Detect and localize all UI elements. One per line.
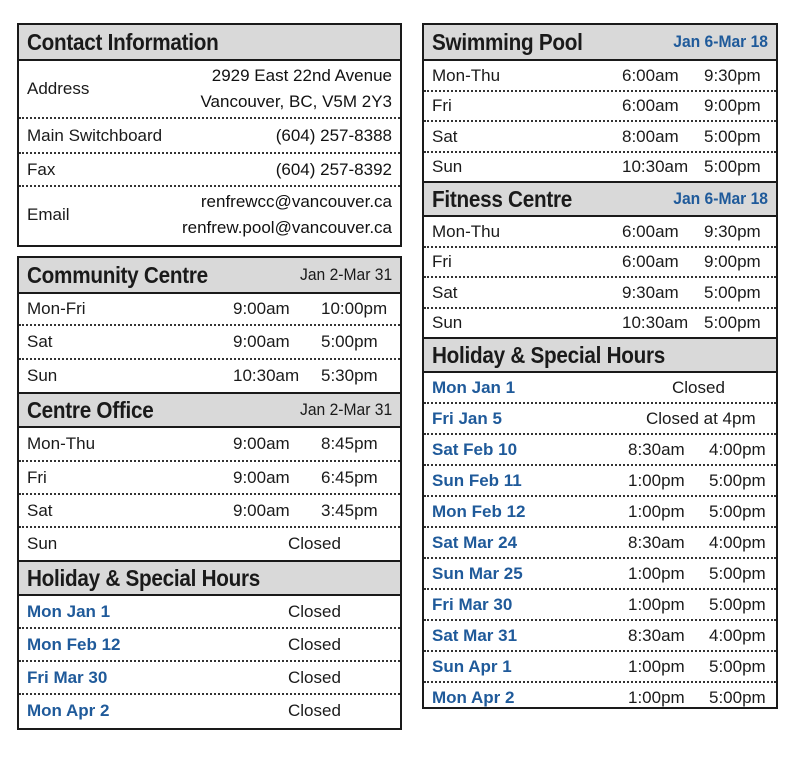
- open-time: 6:00am: [622, 65, 679, 85]
- open-time: 9:00am: [233, 299, 290, 318]
- office-row-2: [19, 495, 400, 528]
- fitness-row-0: [424, 217, 776, 248]
- community-centre-title: Community Centre: [27, 261, 208, 288]
- close-time: 9:30pm: [704, 65, 761, 85]
- close-time: 9:30pm: [704, 221, 761, 241]
- fitness-row-2: [424, 278, 776, 309]
- day-label: Mon-Thu: [27, 434, 96, 453]
- closed-label: Closed: [288, 667, 341, 687]
- holiday-date: Sat Mar 24: [432, 532, 518, 552]
- office-row-0: [19, 428, 400, 462]
- holiday-right-header: [424, 337, 776, 373]
- holiday-date: Fri Jan 5: [432, 408, 502, 428]
- day-label: Mon-Thu: [432, 65, 501, 85]
- day-label: Sat: [432, 282, 458, 302]
- open-time: 1:00pm: [628, 656, 685, 676]
- holiday-right-row-1: [424, 404, 776, 435]
- community-row-2: [19, 360, 400, 392]
- open-time: 6:00am: [622, 252, 679, 271]
- open-time: 1:00pm: [628, 563, 685, 583]
- holiday-left-row-0: [19, 596, 400, 629]
- holiday-left-title: Holiday & Special Hours: [27, 564, 261, 591]
- open-time: 9:00am: [233, 500, 290, 520]
- close-time: 4:00pm: [709, 625, 766, 645]
- swimming-pool-title: Swimming Pool: [432, 28, 583, 55]
- close-time: 4:00pm: [709, 439, 766, 459]
- holiday-left-rows: [19, 596, 400, 726]
- holiday-date: Mon Feb 12: [27, 634, 121, 654]
- holiday-right-row-2: [424, 435, 776, 466]
- holiday-right-title: Holiday & Special Hours: [432, 341, 666, 368]
- community-centre-rows: [19, 294, 400, 392]
- close-time: 5:00pm: [709, 656, 766, 676]
- holiday-right-row-4: [424, 497, 776, 528]
- open-time: 8:30am: [628, 532, 685, 552]
- pool-row-2: [424, 122, 776, 153]
- open-time: 9:00am: [233, 434, 290, 453]
- closed-label: Closed: [288, 534, 341, 553]
- close-time: 9:00pm: [704, 252, 761, 271]
- holiday-date: Mon Apr 2: [432, 687, 515, 707]
- open-time: 8:30am: [628, 439, 685, 459]
- holiday-right-row-5: [424, 528, 776, 559]
- email-row: [19, 187, 400, 243]
- pool-row-0: [424, 61, 776, 92]
- close-time: 4:00pm: [709, 532, 766, 552]
- centre-office-title: Centre Office: [27, 396, 154, 423]
- community-centre-range: Jan 2-Mar 31: [299, 265, 392, 284]
- close-time: 5:30pm: [321, 366, 378, 385]
- holiday-right-row-9: [424, 652, 776, 683]
- open-time: 1:00pm: [628, 594, 685, 614]
- open-time: 9:00am: [233, 332, 290, 351]
- fax-value: (604) 257-8392: [275, 159, 392, 179]
- holiday-date: Fri Mar 30: [432, 594, 513, 614]
- fax-row: [19, 154, 400, 187]
- day-label: Sat: [432, 126, 458, 146]
- office-row-3: [19, 528, 400, 560]
- holiday-date: Mon Jan 1: [27, 601, 111, 621]
- holiday-right-row-10: [424, 683, 776, 712]
- open-time: 10:30am: [622, 157, 689, 176]
- switchboard-value: (604) 257-8388: [275, 125, 392, 145]
- day-label: Sun: [432, 157, 463, 176]
- switchboard-row: [19, 119, 400, 154]
- day-label: Fri: [432, 96, 452, 115]
- fax-label: Fax: [27, 159, 56, 179]
- day-label: Sat: [27, 500, 53, 520]
- holiday-date: Mon Apr 2: [27, 700, 110, 720]
- holiday-right-row-6: [424, 559, 776, 590]
- close-time: 10:00pm: [321, 299, 388, 318]
- day-label: Sun: [432, 313, 463, 332]
- close-time: 9:00pm: [704, 96, 761, 115]
- open-time: 8:00am: [622, 126, 679, 146]
- close-time: 5:00pm: [709, 594, 766, 614]
- close-time: 5:00pm: [704, 282, 761, 302]
- fitness-centre-range: Jan 6-Mar 18: [673, 189, 768, 208]
- fitness-row-3: [424, 309, 776, 337]
- closed-label: Closed: [288, 634, 341, 654]
- close-time: 5:00pm: [709, 470, 766, 490]
- holiday-right-row-3: [424, 466, 776, 497]
- email-pool[interactable]: renfrew.pool@vancouver.ca: [181, 218, 392, 237]
- close-time: 5:00pm: [709, 563, 766, 583]
- swimming-pool-header: [424, 25, 776, 61]
- community-row-1: [19, 326, 400, 360]
- open-time: 6:00am: [622, 96, 679, 115]
- close-time: 5:00pm: [709, 501, 766, 521]
- close-time: 5:00pm: [704, 126, 761, 146]
- fitness-centre-rows: [424, 217, 776, 337]
- community-row-0: [19, 294, 400, 326]
- open-time: 9:00am: [233, 467, 290, 487]
- switchboard-label: Main Switchboard: [27, 125, 163, 145]
- address-line-1: 2929 East 22nd Avenue: [211, 66, 392, 85]
- close-time: 5:00pm: [704, 157, 761, 176]
- holiday-date: Fri Mar 30: [27, 667, 108, 687]
- day-label: Fri: [432, 252, 452, 271]
- email-label: Email: [27, 205, 70, 224]
- holiday-left-row-3: [19, 695, 400, 726]
- close-time: 5:00pm: [704, 313, 761, 332]
- community-box: [17, 256, 402, 730]
- fitness-row-1: [424, 248, 776, 278]
- contact-info-header: [19, 25, 400, 61]
- close-time: 6:45pm: [321, 467, 378, 487]
- closed-label: Closed at 4pm: [646, 408, 756, 428]
- holiday-left-header: [19, 560, 400, 596]
- holiday-right-row-0: [424, 373, 776, 404]
- holiday-date: Sat Mar 31: [432, 625, 518, 645]
- open-time: 9:30am: [622, 282, 679, 302]
- holiday-date: Sat Feb 10: [432, 439, 518, 459]
- fitness-centre-header: [424, 181, 776, 217]
- close-time: 3:45pm: [321, 500, 378, 520]
- address-row: [19, 61, 400, 119]
- community-centre-header: [19, 258, 400, 294]
- holiday-date: Mon Feb 12: [432, 501, 526, 521]
- day-label: Sat: [27, 332, 53, 351]
- holiday-left-row-2: [19, 662, 400, 695]
- centre-office-range: Jan 2-Mar 31: [299, 400, 392, 419]
- pool-box: [422, 23, 778, 709]
- address-label: Address: [27, 79, 90, 98]
- day-label: Fri: [27, 467, 47, 487]
- holiday-right-row-8: [424, 621, 776, 652]
- fitness-centre-title: Fitness Centre: [432, 185, 573, 212]
- pool-row-1: [424, 92, 776, 122]
- open-time: 10:30am: [622, 313, 689, 332]
- open-time: 6:00am: [622, 221, 679, 241]
- day-label: Mon-Thu: [432, 221, 501, 241]
- holiday-right-row-7: [424, 590, 776, 621]
- office-row-1: [19, 462, 400, 495]
- holiday-date: Sun Feb 11: [432, 470, 522, 490]
- email-cc[interactable]: renfrewcc@vancouver.ca: [200, 192, 392, 211]
- close-time: 5:00pm: [321, 332, 378, 351]
- contact-info-box: [17, 23, 402, 247]
- closed-label: Closed: [288, 601, 341, 621]
- open-time: 1:00pm: [628, 470, 685, 490]
- pool-row-3: [424, 153, 776, 181]
- contact-info-title: Contact Information: [27, 28, 219, 55]
- swimming-pool-range: Jan 6-Mar 18: [673, 32, 768, 51]
- open-time: 10:30am: [233, 366, 300, 385]
- holiday-right-rows: [424, 373, 776, 712]
- closed-label: Closed: [288, 700, 341, 720]
- centre-office-rows: [19, 428, 400, 560]
- holiday-date: Sun Mar 25: [432, 563, 523, 583]
- day-label: Sun: [27, 366, 58, 385]
- holiday-left-row-1: [19, 629, 400, 662]
- swimming-pool-rows: [424, 61, 776, 181]
- holiday-date: Sun Apr 1: [432, 656, 512, 676]
- day-label: Sun: [27, 534, 58, 553]
- closed-label: Closed: [672, 377, 725, 397]
- open-time: 1:00pm: [628, 687, 685, 707]
- holiday-date: Mon Jan 1: [432, 377, 516, 397]
- open-time: 1:00pm: [628, 501, 685, 521]
- close-time: 8:45pm: [321, 434, 378, 453]
- close-time: 5:00pm: [709, 687, 766, 707]
- day-label: Mon-Fri: [27, 299, 86, 318]
- centre-office-header: [19, 392, 400, 428]
- address-line-2: Vancouver, BC, V5M 2Y3: [200, 92, 392, 111]
- open-time: 8:30am: [628, 625, 685, 645]
